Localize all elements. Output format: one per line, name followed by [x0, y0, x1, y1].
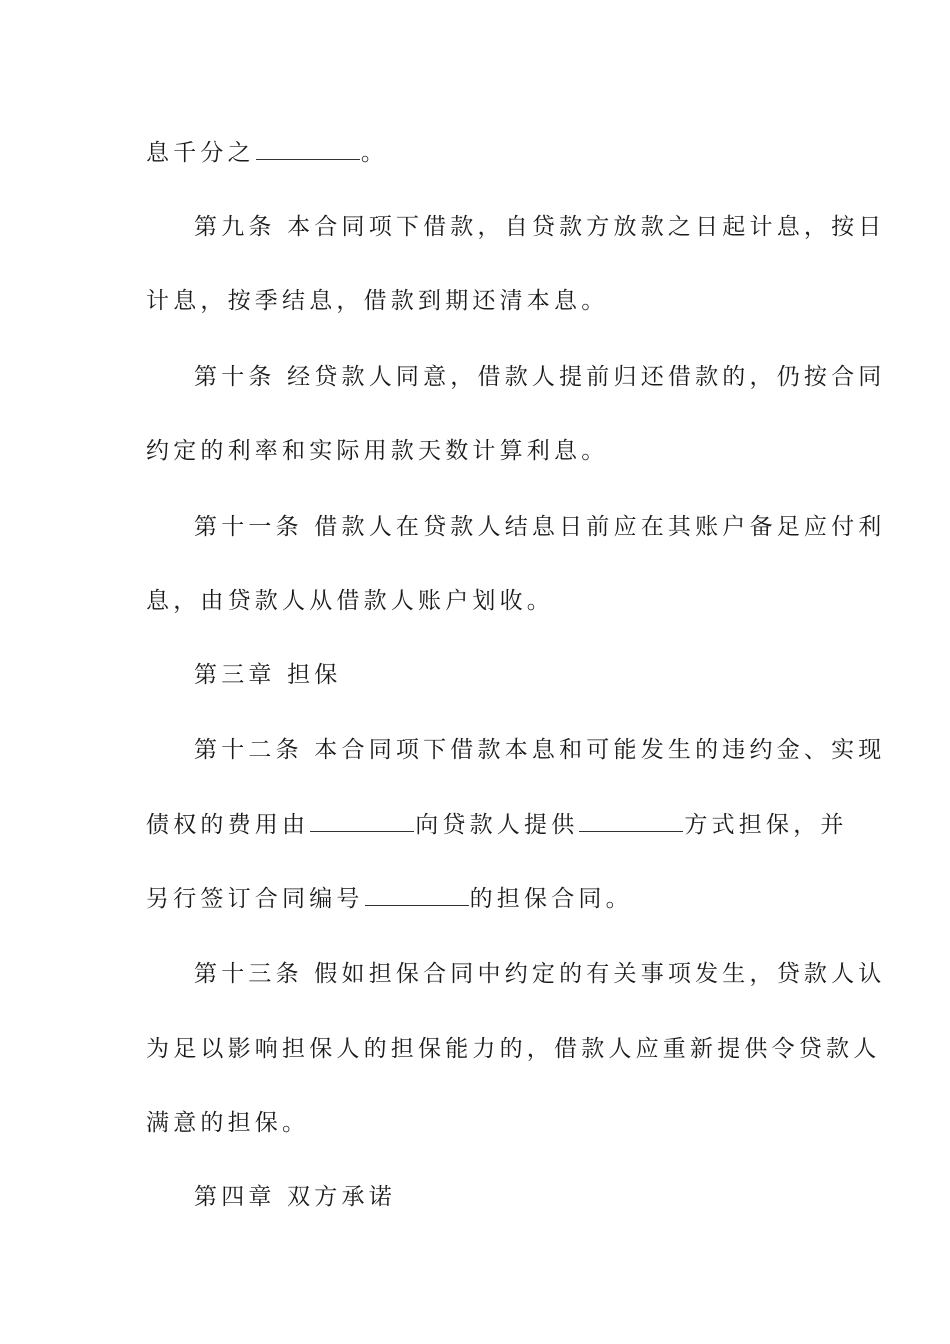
paragraph-line — [146, 138, 806, 168]
text-segment: 息千分之 — [146, 140, 255, 166]
fill-in-blank[interactable] — [365, 885, 469, 906]
article-11-line-2: 息，由贷款人从借款人账户划收。 — [146, 588, 554, 614]
text-segment: 向贷款人提供 — [415, 812, 579, 838]
article-9-line-1: 第九条 本合同项下借款，自贷款方放款之日起计息，按日 — [194, 214, 886, 240]
chapter-4-heading: 第四章 双方承诺 — [194, 1184, 396, 1210]
text-segment: 。 — [360, 140, 389, 166]
article-11-line-1: 第十一条 借款人在贷款人结息日前应在其账户备足应付利 — [194, 514, 886, 540]
article-12-line-1: 第十二条 本合同项下借款本息和可能发生的违约金、实现 — [194, 737, 886, 763]
chapter-3-heading: 第三章 担保 — [194, 662, 342, 688]
article-12-line-3 — [146, 884, 806, 914]
fill-in-blank[interactable] — [579, 811, 683, 832]
text-segment: 的担保合同。 — [469, 886, 633, 912]
text-segment: 方式担保，并 — [684, 812, 848, 838]
article-10-line-2: 约定的利率和实际用款天数计算利息。 — [146, 438, 609, 464]
text-segment: 另行签订合同编号 — [146, 886, 364, 912]
article-13-line-2: 为足以影响担保人的担保能力的，借款人应重新提供令贷款人 — [146, 1036, 881, 1062]
article-13-line-3: 满意的担保。 — [146, 1110, 310, 1136]
article-9-line-2: 计息，按季结息，借款到期还清本息。 — [146, 288, 609, 314]
article-12-line-2 — [146, 810, 848, 840]
article-13-line-1: 第十三条 假如担保合同中约定的有关事项发生，贷款人认 — [194, 961, 886, 987]
fill-in-blank[interactable] — [310, 811, 414, 832]
article-10-line-1: 第十条 经贷款人同意，借款人提前归还借款的，仍按合同 — [194, 364, 886, 390]
fill-in-blank[interactable] — [256, 139, 360, 160]
text-segment: 债权的费用由 — [146, 812, 310, 838]
